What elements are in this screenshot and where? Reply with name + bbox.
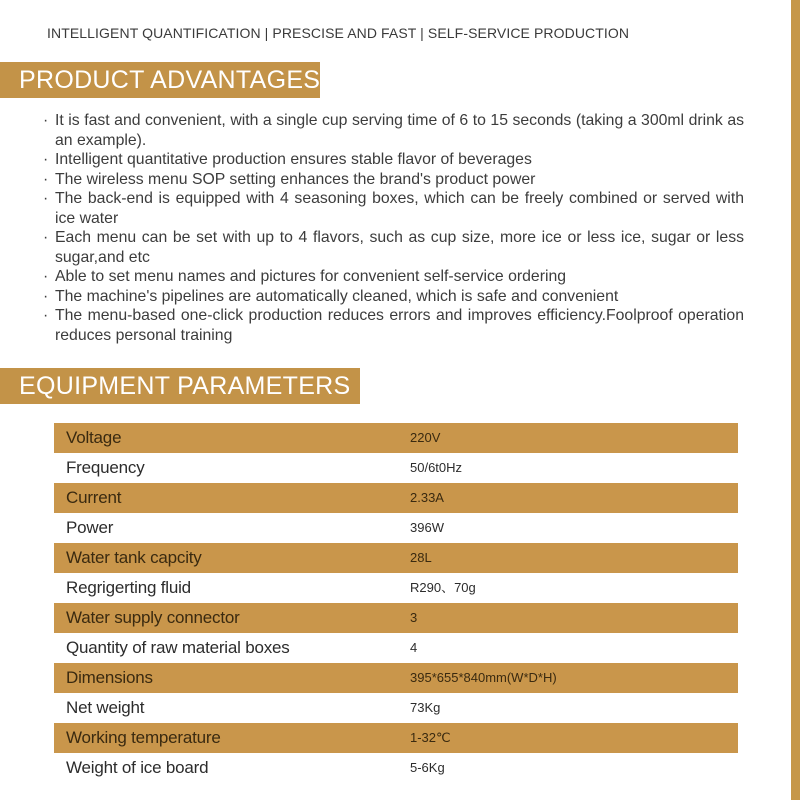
table-row xyxy=(54,663,738,693)
param-value: 50/6t0Hz xyxy=(410,460,463,475)
list-item-text: Each menu can be set with up to 4 flavors, such as cup size, more ice or less ice, sugar or less sugar,and etc xyxy=(55,229,744,266)
param-value: 73Kg xyxy=(410,700,441,715)
param-value: 5-6Kg xyxy=(410,760,445,775)
bullet-icon: · xyxy=(43,112,49,129)
table-row xyxy=(54,513,738,543)
list-item-text: Intelligent quantitative production ensures stable flavor of beverages xyxy=(55,151,532,168)
param-value: 28L xyxy=(410,550,432,565)
bullet-icon: · xyxy=(43,151,49,168)
table-row xyxy=(54,633,738,663)
parameters-table xyxy=(54,423,738,783)
bullet-icon: · xyxy=(43,170,49,188)
bullet-icon: · xyxy=(43,229,49,246)
list-item-text: The back-end is equipped with 4 seasoning boxes, which can be freely combined or served with ice water xyxy=(55,190,744,227)
table-row xyxy=(54,453,738,483)
param-name: Current xyxy=(66,488,122,507)
bullet-icon: · xyxy=(43,287,49,305)
list-item xyxy=(40,150,744,170)
table-row xyxy=(54,483,738,513)
param-value: 3 xyxy=(410,610,418,625)
param-name: Power xyxy=(66,518,114,537)
list-item xyxy=(40,306,744,345)
param-name: Dimensions xyxy=(66,668,153,687)
list-item xyxy=(40,189,744,228)
param-value: 2.33A xyxy=(410,490,444,505)
param-name: Working temperature xyxy=(66,728,221,747)
table-row xyxy=(54,723,738,753)
param-value: 396W xyxy=(410,520,444,535)
param-value: 1-32℃ xyxy=(410,730,451,745)
bullet-icon: · xyxy=(43,307,49,324)
table-row xyxy=(54,693,738,723)
param-name: Quantity of raw material boxes xyxy=(66,638,290,657)
list-item-text: Able to set menu names and pictures for convenient self-service ordering xyxy=(55,268,567,285)
list-item xyxy=(40,228,744,267)
param-name: Weight of ice board xyxy=(66,758,209,777)
list-item-text: The menu-based one-click production reduces errors and improves efficiency.Foolproof operation reduces personal training xyxy=(55,307,744,344)
param-name: Water supply connector xyxy=(66,608,240,627)
list-item-text: It is fast and convenient, with a single cup serving time of 6 to 15 seconds (taking a 300ml drink as an example). xyxy=(55,112,744,149)
advantages-list xyxy=(40,111,744,345)
param-value: 220V xyxy=(410,430,441,445)
table-row xyxy=(54,543,738,573)
list-item xyxy=(40,287,744,307)
list-item-text: The wireless menu SOP setting enhances the brand's product power xyxy=(55,170,536,188)
bullet-icon: · xyxy=(43,190,49,207)
list-item xyxy=(40,111,744,150)
param-name: Regrigerting fluid xyxy=(66,578,191,597)
right-accent-border xyxy=(791,0,800,800)
param-value: 395*655*840mm(W*D*H) xyxy=(410,670,557,685)
param-name: Net weight xyxy=(66,698,145,717)
table-row xyxy=(54,573,738,603)
param-name: Voltage xyxy=(66,428,122,447)
tagline: INTELLIGENT QUANTIFICATION | PRESCISE AND FAST | SELF-SERVICE PRODUCTION xyxy=(47,25,630,41)
product-advantages-heading: PRODUCT ADVANTAGES xyxy=(0,62,320,98)
list-item-text: The machine's pipelines are automatically cleaned, which is safe and convenient xyxy=(55,287,619,305)
list-item xyxy=(40,267,744,287)
param-value: R290、70g xyxy=(410,580,476,595)
equipment-parameters-heading: EQUIPMENT PARAMETERS xyxy=(0,368,360,404)
bullet-icon: · xyxy=(43,268,49,285)
param-value: 4 xyxy=(410,640,418,655)
table-row xyxy=(54,753,738,783)
table-row xyxy=(54,603,738,633)
table-row xyxy=(54,423,738,453)
param-name: Water tank capcity xyxy=(66,548,202,567)
list-item xyxy=(40,170,744,190)
param-name: Frequency xyxy=(66,458,145,477)
